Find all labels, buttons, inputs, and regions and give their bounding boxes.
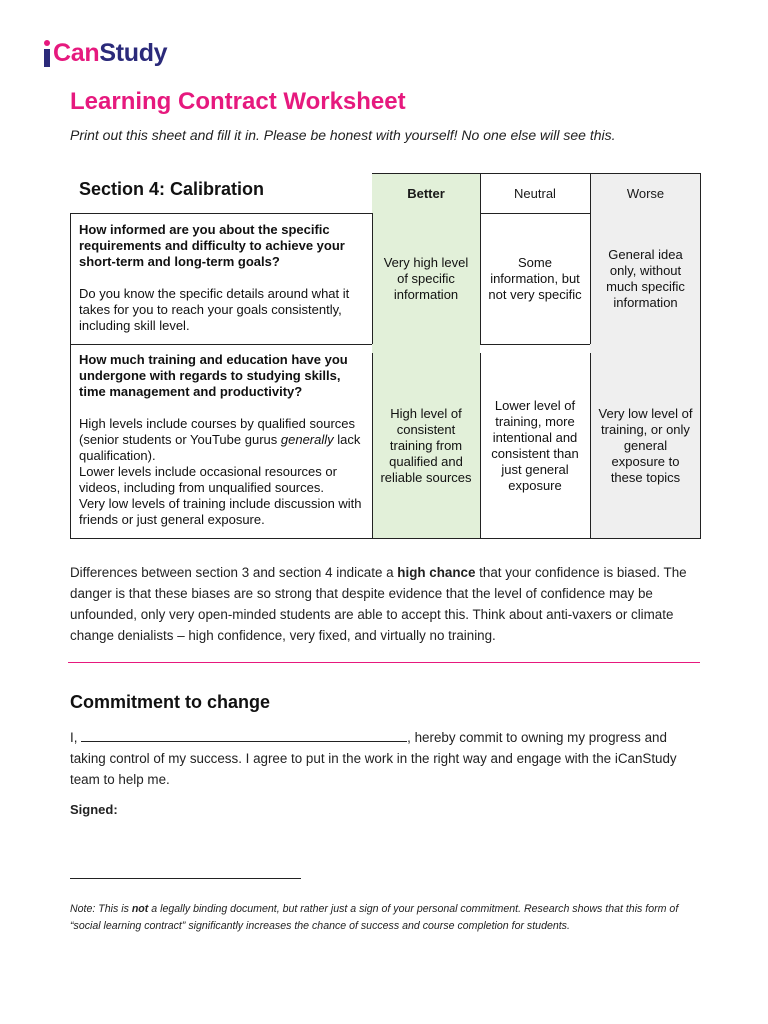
bias-paragraph: Differences between section 3 and section 4 indicate a high chance that your confidence is biased. The danger is that these biases are so strong that despite evidence that the level of confidence may be unfounded, only very open-minded students are able to accept this. Think about anti-vaxers or climate change denialists – high confidence, very fixed, and virtually no training. [70,565,687,643]
commitment-heading: Commitment to change [70,692,271,712]
question-title: How much training and education have you undergone with regards to studying skills, time management and productivity? [79,352,348,399]
answer-better: Very high level of specific information [383,255,469,302]
table-border [590,173,591,213]
footnote: Note: This is not a legally binding document, but rather just a sign of your personal commitment. Research shows that this form of “social learning contract” significantly increases the chance of success and course completion for students. [70,903,679,932]
calibration-table [70,173,701,539]
answer-neutral: Lower level of training, more intentional and consistent than just general exposure [491,398,579,493]
header-neutral: Neutral [514,185,556,201]
question-body: Do you know the specific details around what it takes for you to reach your goals consistently, including skill level. [79,286,350,333]
question-cell [70,214,372,344]
section-title: Section 4: Calibration [79,179,265,199]
answer-worse: General idea only, without much specific information [606,247,685,310]
table-border [480,344,590,345]
page-subtitle: Print out this sheet and fill it in. Please be honest with yourself! No one else will see this. [70,127,616,143]
table-border [372,173,701,174]
question-body: High levels include courses by qualified sources (senior students or YouTube gurus generally lack qualification). [79,416,361,463]
header-worse: Worse [626,185,665,201]
logo [42,36,167,70]
answer-better: High level of consistent training from qualified and reliable sources [380,406,472,485]
section-divider [68,662,700,663]
answer-neutral: Some information, but not very specific [488,255,582,302]
name-blank-field[interactable] [81,727,407,742]
logo-wordmark: CanStudy [53,38,168,67]
signed-label: Signed: [70,802,118,817]
question-cell [70,344,372,538]
page-title: Learning Contract Worksheet [70,88,406,115]
header-better: Better [407,185,445,201]
table-border [480,173,481,213]
commitment-text: I, , hereby commit to owning my progress and taking control of my success. I agree to put in the work in the right way and engage with the iCanStudy team to help me. [70,727,700,790]
answer-worse: Very low level of training, or only general exposure to these topics [598,406,693,485]
question-body: Lower levels include occasional resources or videos, including from unqualified sources. [79,464,337,495]
question-title: How informed are you about the specific requirements and difficulty to achieve your short-term and long-term goals? [79,222,345,269]
signature-line[interactable] [70,878,301,879]
logo-i-icon [42,38,52,68]
question-body: Very low levels of training include discussion with friends or just general exposure. [79,496,362,527]
